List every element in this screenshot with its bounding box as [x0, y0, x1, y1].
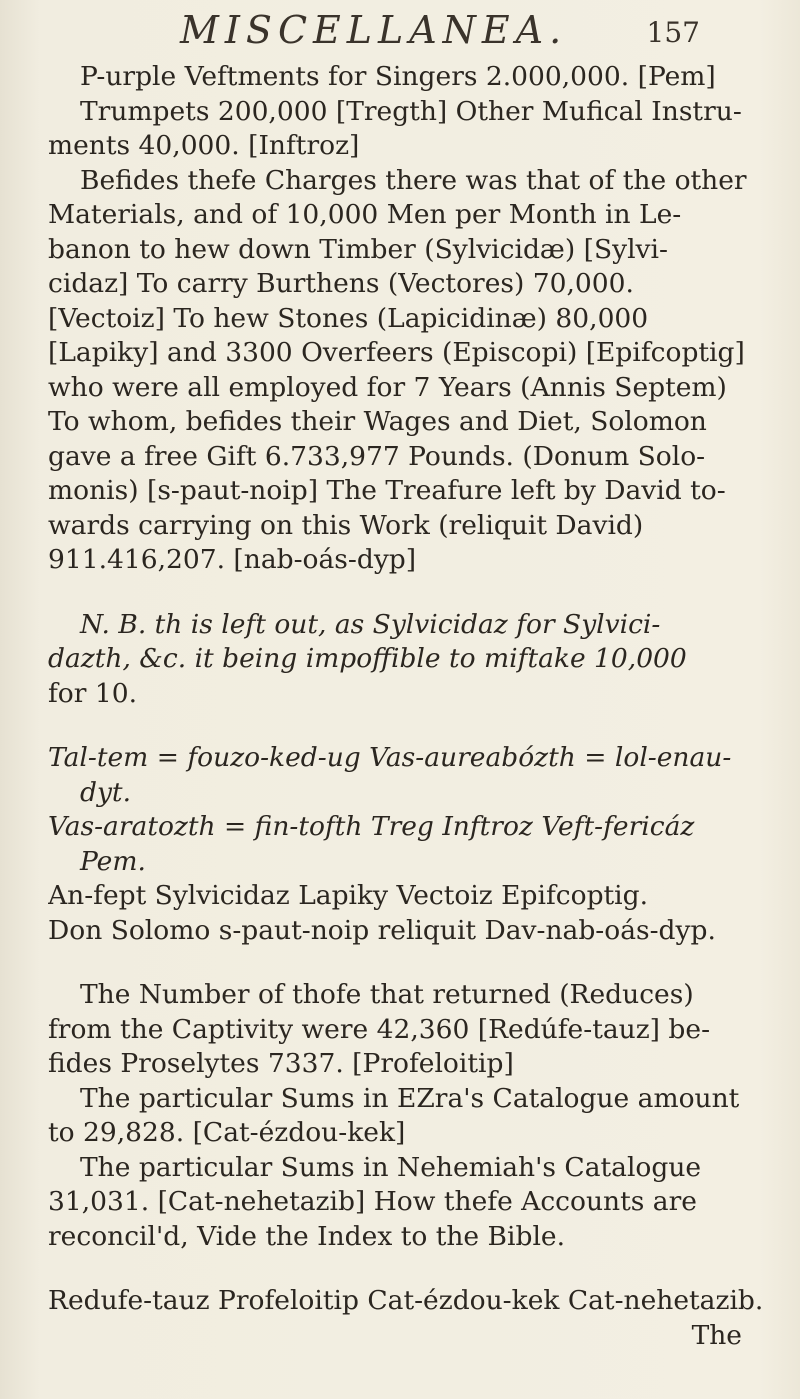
running-head: MISCELLANEA.: [180, 8, 568, 52]
catchword: The: [691, 1319, 742, 1351]
text-line: wards carrying on this Work (reliquit David): [48, 509, 644, 541]
footer-block: [48, 1284, 772, 1353]
page-header: [180, 8, 700, 58]
text-line: Don Solomo s-paut-noip reliquit Dav-nab-oás-dyp.: [48, 914, 716, 946]
text-line: Trumpets 200,000 [Tregth] Other Mufical Instru-: [80, 95, 742, 127]
text-line: dyt.: [80, 776, 132, 808]
text-line: for 10.: [48, 677, 137, 709]
text-line: banon to hew down Timber (Sylvicidæ) [Sylvi-: [48, 233, 668, 265]
text-line: An-fept Sylvicidaz Lapiky Vectoiz Epifcoptig.: [48, 880, 649, 911]
text-line: gave a free Gift 6.733,977 Pounds. (Donum Solo-: [48, 440, 706, 472]
text-line: The particular Sums in Nehemiah's Catalogue: [80, 1151, 702, 1183]
text-line: cidaz] To carry Burthens (Vectores) 70,000.: [48, 268, 634, 299]
text-line: Vas-aratozth = fin-tofth Treg Inftroz Veft-fericáz: [48, 811, 695, 842]
text-line: To whom, befides their Wages and Diet, Solomon: [48, 406, 707, 437]
text-line: The Number of thofe that returned (Reduces): [80, 979, 694, 1010]
text-line: from the Captivity were 42,360 [Redúfe-tauz] be-: [48, 1013, 711, 1045]
text-line: [Lapiky] and 3300 Overfeers (Episcopi) [Epifcoptig]: [48, 337, 745, 368]
text-line: [Vectoiz] To hew Stones (Lapicidinæ) 80,000: [48, 302, 649, 334]
text-line: The particular Sums in EZra's Catalogue amount: [80, 1082, 740, 1114]
glossary-block: [48, 741, 772, 948]
text-line: fides Proselytes 7337. [Profeloitip]: [48, 1048, 514, 1079]
text-line: Materials, and of 10,000 Men per Month in Le-: [48, 199, 682, 230]
text-line: 31,031. [Cat-nehetazib] How thefe Accounts are: [48, 1186, 697, 1217]
text-line: N. B. th is left out, as Sylvicidaz for Sylvici-: [80, 608, 661, 640]
text-line: Pem.: [80, 845, 146, 877]
text-line: to 29,828. [Cat-ézdou-kek]: [48, 1117, 406, 1148]
text-line: Befides thefe Charges there was that of the other: [80, 164, 747, 196]
text-line: P-urple Veftments for Singers 2.000,000. [Pem]: [80, 61, 716, 92]
text-line: who were all employed for 7 Years (Annis Septem): [48, 371, 727, 403]
text-line: reconcil'd, Vide the Index to the Bible.: [48, 1220, 566, 1252]
text-line: Tal-tem = fouzo-ked-ug Vas-aureabózth = lol-enau-: [48, 742, 732, 773]
summary-line: Redufe-tauz Profeloitip Cat-ézdou-kek Cat-nehetazib.: [48, 1285, 764, 1316]
paragraph-charges: [48, 164, 772, 578]
text-line: ments 40,000. [Inftroz]: [48, 130, 360, 161]
text-line: monis) [s-paut-noip] The Treafure left by David to-: [48, 475, 726, 506]
text-line: dazth, &c. it being impoffible to miftake 10,000: [48, 643, 687, 674]
page-body: [48, 60, 772, 1353]
page-number: 157: [646, 16, 700, 49]
text-line: 911.416,207. [nab-oás-dyp]: [48, 544, 417, 575]
paragraph-returned: [48, 978, 772, 1254]
note-block: [48, 608, 772, 712]
paragraph-vestments: [48, 60, 772, 164]
